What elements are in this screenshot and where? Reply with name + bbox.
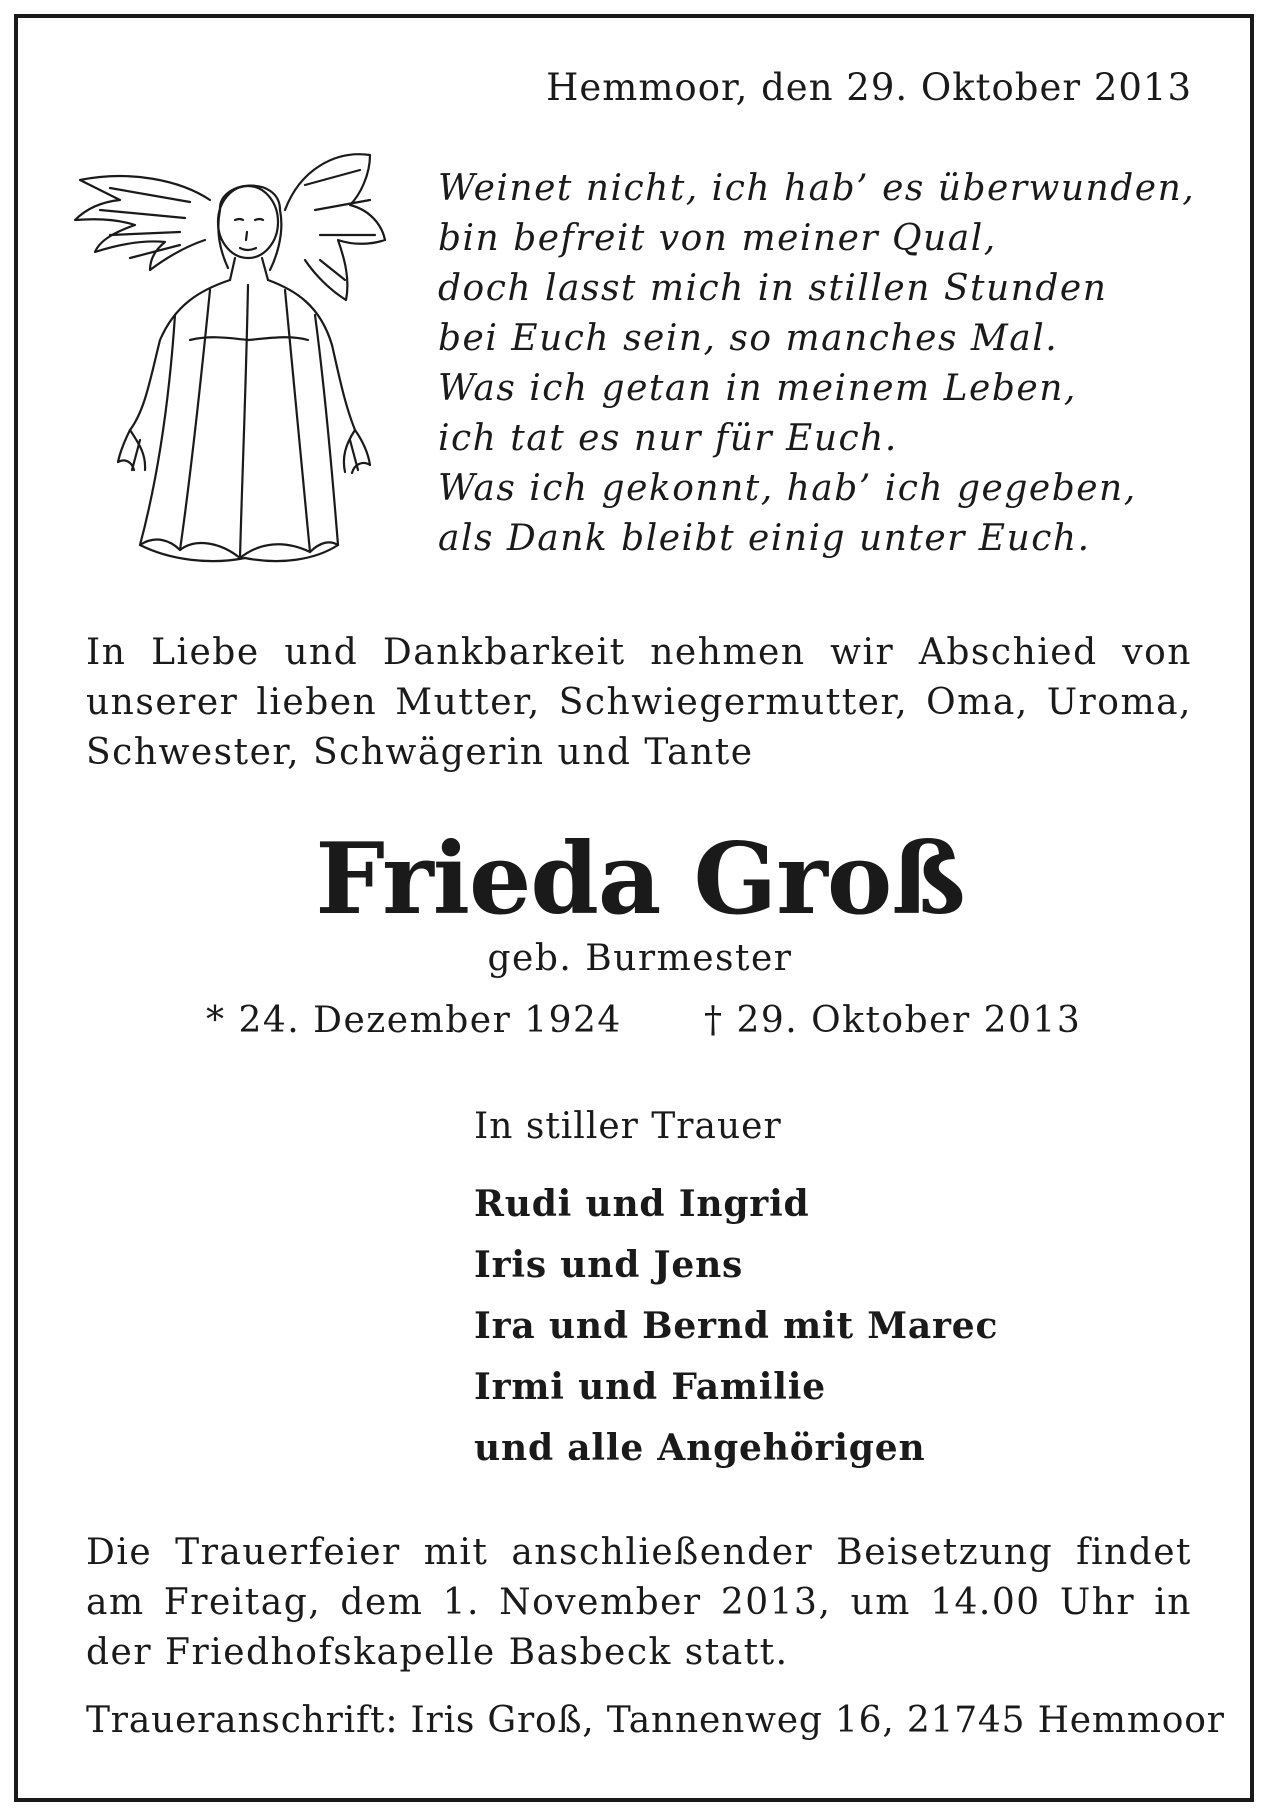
mourning-heading: In stiller Trauer bbox=[474, 1106, 782, 1147]
maiden-name: geb. Burmester bbox=[487, 938, 793, 979]
poem-line: als Dank bleibt einig unter Euch. bbox=[438, 518, 1091, 559]
place-date: Hemmoor, den 29. Oktober 2013 bbox=[546, 66, 1192, 109]
poem-line: Was ich getan in meinem Leben, bbox=[438, 368, 1077, 409]
poem bbox=[438, 164, 1195, 564]
service-text: Die Trauerfeier mit anschließender Beisetzung findet am Freitag, dem 1. November 2013, um 14.00 Uhr in der Friedhofskapelle Basbeck statt. bbox=[86, 1532, 1192, 1673]
birth-date: * 24. Dezember 1924 bbox=[206, 1000, 622, 1041]
poem-line: bei Euch sein, so manches Mal. bbox=[438, 318, 1059, 359]
poem-line: doch lasst mich in stillen Stunden bbox=[438, 268, 1108, 309]
angel-icon bbox=[70, 140, 400, 570]
mourner-name: Irmi und Familie bbox=[474, 1366, 826, 1408]
mourner-name: Rudi und Ingrid bbox=[474, 1183, 810, 1225]
poem-line: Was ich gekonnt, hab’ ich gegeben, bbox=[438, 468, 1137, 509]
mourner-name: Ira und Bernd mit Marec bbox=[474, 1305, 999, 1347]
death-date: † 29. Oktober 2013 bbox=[704, 1000, 1082, 1041]
intro-text: In Liebe und Dankbarkeit nehmen wir Abschied von unserer lieben Mutter, Schwiegermutter, Oma, Uroma, Schwester, Schwägerin und Tante bbox=[86, 632, 1192, 773]
mourner-name: und alle Angehörigen bbox=[474, 1427, 926, 1469]
mourner-list bbox=[474, 1174, 998, 1479]
deceased-name: Frieda Groß bbox=[315, 822, 965, 937]
poem-line: bin befreit von meiner Qual, bbox=[438, 218, 997, 259]
poem-line: Weinet nicht, ich hab’ es überwunden, bbox=[438, 168, 1196, 209]
mourning-address: Traueranschrift: Iris Groß, Tannenweg 16, 21745 Hemmoor bbox=[86, 1700, 1225, 1741]
poem-line: ich tat es nur für Euch. bbox=[438, 418, 898, 459]
mourner-name: Iris und Jens bbox=[474, 1244, 744, 1286]
